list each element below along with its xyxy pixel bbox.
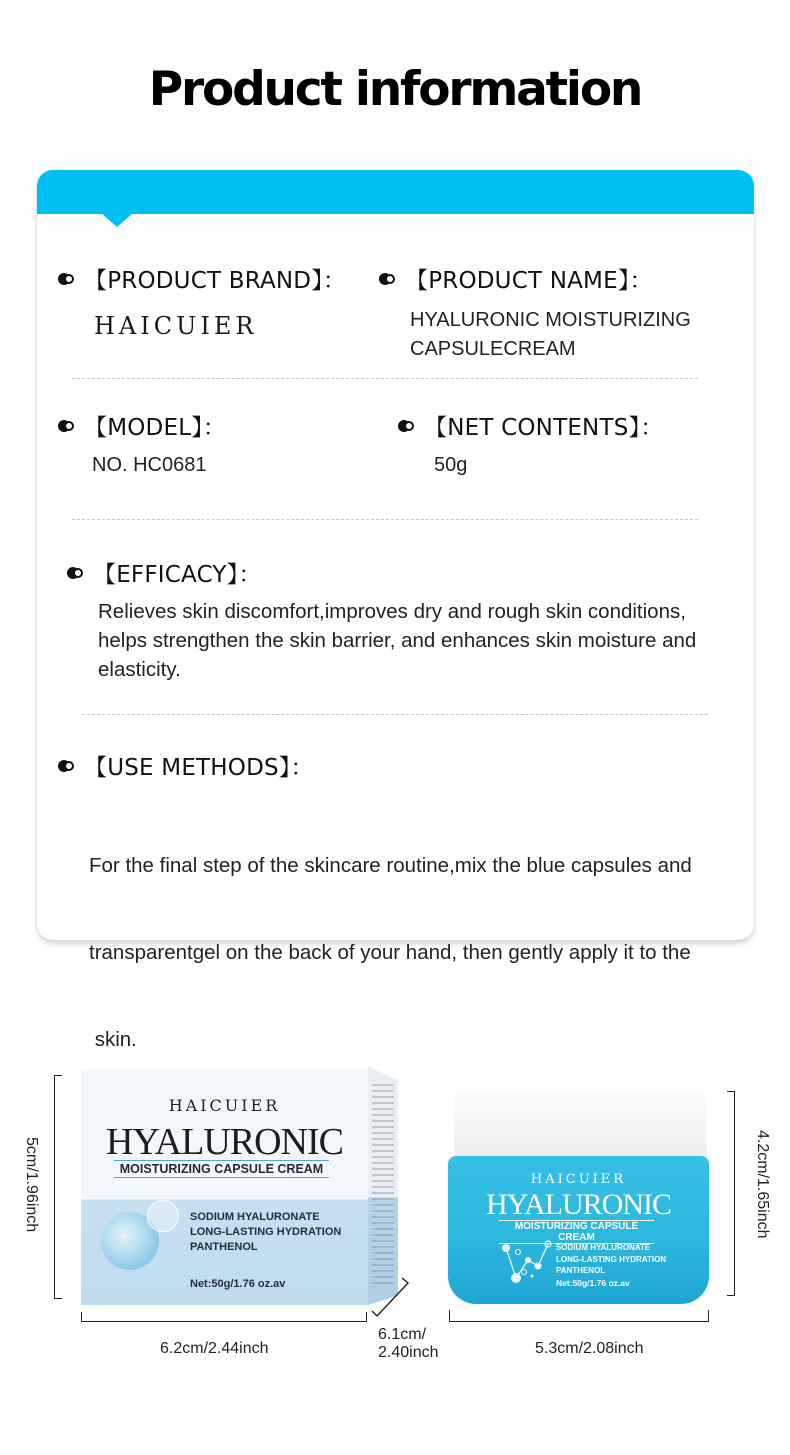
use-methods-line: transparentgel on the back of your hand, then gently apply it to the bbox=[89, 941, 691, 964]
efficacy-label bbox=[67, 556, 262, 589]
product-name-line-1: HYALURONIC MOISTURIZING bbox=[410, 309, 691, 331]
jar-height-label: 4.2cm/1.65inch bbox=[754, 1130, 771, 1239]
efficacy-line: elasticity. bbox=[98, 658, 181, 681]
model-label bbox=[58, 409, 226, 442]
bullet-icon bbox=[58, 273, 76, 285]
bullet-icon bbox=[379, 273, 397, 285]
box-depth-label-line: 6.1cm/ bbox=[378, 1326, 427, 1343]
card-header-notch bbox=[101, 213, 133, 227]
product-name-label bbox=[379, 262, 653, 295]
box-depth-label-line: 2.40inch bbox=[378, 1344, 439, 1361]
molecule-icon bbox=[500, 1240, 555, 1288]
use-methods-label bbox=[58, 749, 314, 782]
box-feature: PANTHENOL bbox=[190, 1241, 258, 1253]
page-title: Product information bbox=[148, 62, 642, 117]
efficacy-line: helps strengthen the skin barrier, and enhances skin moisture and bbox=[98, 629, 697, 652]
box-brand: HAICUIER bbox=[168, 1096, 281, 1115]
product-name-line-2: CAPSULECREAM bbox=[410, 338, 576, 360]
box-height-label: 5cm/1.96inch bbox=[23, 1137, 40, 1233]
jar-subtitle: MOISTURIZING CAPSULE CREAM bbox=[499, 1220, 654, 1244]
model-value: NO. HC0681 bbox=[92, 454, 207, 476]
jar-brand: HAICUIER bbox=[530, 1172, 627, 1187]
divider bbox=[72, 519, 698, 520]
efficacy-text bbox=[98, 597, 696, 684]
box-subtitle: MOISTURIZING CAPSULE CREAM bbox=[114, 1160, 329, 1178]
box-width-label: 6.2cm/2.44inch bbox=[160, 1340, 269, 1357]
box-width-dimension-line bbox=[81, 1312, 367, 1322]
box-side-text bbox=[372, 1084, 394, 1284]
bullet-icon bbox=[398, 420, 416, 432]
product-brand-label bbox=[58, 262, 346, 295]
use-methods-label-text: 【USE METHODS】： bbox=[84, 755, 314, 781]
use-methods-line: For the final step of the skincare routine,mix the blue capsules and bbox=[89, 854, 692, 877]
bubble-icon bbox=[147, 1200, 179, 1232]
product-brand-label-text: 【PRODUCT BRAND】： bbox=[84, 268, 347, 294]
box-net-weight: Net:50g/1.76 oz.av bbox=[190, 1278, 286, 1290]
jar-width-label: 5.3cm/2.08inch bbox=[535, 1340, 644, 1357]
net-contents-label bbox=[398, 409, 663, 442]
jar-width-dimension-line bbox=[449, 1310, 709, 1322]
efficacy-label-text: 【EFFICACY】： bbox=[93, 562, 262, 588]
box-features bbox=[190, 1210, 341, 1255]
jar-lid bbox=[454, 1089, 707, 1161]
jar-title: HYALURONIC bbox=[486, 1188, 671, 1221]
jar-net-weight: Net:50g/1.76 oz.av bbox=[556, 1278, 630, 1288]
jar-feature: PANTHENOL bbox=[556, 1266, 606, 1275]
product-name-value bbox=[410, 306, 691, 364]
bullet-icon bbox=[67, 567, 85, 579]
box-depth-dimension-line bbox=[370, 1276, 412, 1320]
use-methods-text bbox=[89, 793, 692, 1083]
box-title: HYALURONIC bbox=[106, 1121, 343, 1163]
box-height-dimension-line bbox=[54, 1075, 62, 1299]
use-methods-line: skin. bbox=[89, 1028, 137, 1051]
divider bbox=[82, 714, 708, 715]
bullet-icon bbox=[58, 760, 76, 772]
jar-height-dimension-line bbox=[727, 1091, 735, 1296]
bullet-icon bbox=[58, 420, 76, 432]
box-depth-label bbox=[378, 1326, 439, 1362]
net-contents-value: 50g bbox=[434, 454, 468, 476]
product-brand-value: HAICUIER bbox=[94, 312, 258, 340]
efficacy-line: Relieves skin discomfort,improves dry and rough skin conditions, bbox=[98, 600, 686, 623]
product-name-label-text: 【PRODUCT NAME】： bbox=[405, 268, 653, 294]
card-header-bar bbox=[37, 170, 754, 214]
divider bbox=[72, 378, 698, 379]
box-feature: SODIUM HYALURONATE bbox=[190, 1211, 320, 1223]
box-feature: LONG-LASTING HYDRATION bbox=[190, 1226, 342, 1238]
model-label-text: 【MODEL】： bbox=[84, 415, 227, 441]
jar-features bbox=[556, 1242, 666, 1277]
net-contents-label-text: 【NET CONTENTS】： bbox=[424, 415, 664, 441]
jar-feature: LONG-LASTING HYDRATION bbox=[556, 1254, 667, 1264]
jar-feature: SODIUM HYALURONATE bbox=[556, 1243, 651, 1252]
